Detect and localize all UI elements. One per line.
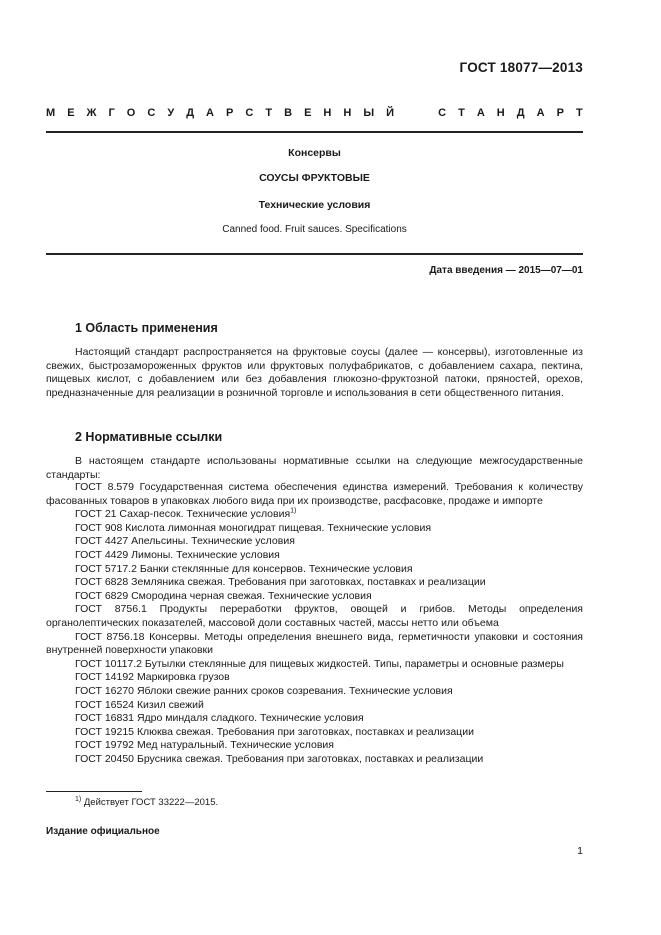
banner-word-gap (406, 107, 426, 119)
footnote-text: Действует ГОСТ 33222—2015. (81, 797, 219, 809)
banner-letter: В (284, 107, 293, 119)
reference-text: ГОСТ 4427 Апельсины. Технические условия (75, 535, 295, 548)
reference-item (46, 549, 583, 563)
reference-text: ГОСТ 8756.18 Консервы. Методы определения внешнего вида, герметичности упаковки и состояния внутренней поверхности упаковки (46, 630, 583, 657)
reference-text: ГОСТ 8.579 Государственная система обеспечения единства измерений. Требования к количеству фасованных товаров в упаковках любого вида при их производстве, расфасовке, продаже и импорте (46, 481, 583, 507)
reference-item (46, 726, 583, 740)
banner-letter: Т (265, 107, 273, 119)
banner-letter: Р (226, 107, 234, 119)
reference-text: ГОСТ 20450 Брусника свежая. Требования при заготовках, поставках и реализации (75, 752, 484, 765)
introduction-date: Дата введения — 2015—07—01 (429, 265, 583, 276)
banner-letter: Т (458, 107, 465, 119)
reference-text: ГОСТ 5717.2 Банки стеклянные для консервов. Технические условия (75, 562, 413, 575)
title-bottom-rule (46, 253, 583, 255)
reference-item (46, 535, 583, 549)
reference-text: ГОСТ 16524 Кизил свежий (75, 698, 204, 711)
title-main: СОУСЫ ФРУКТОВЫЕ (259, 172, 370, 184)
banner-letter: Е (304, 107, 312, 119)
banner-letter: М (46, 107, 56, 119)
reference-text: ГОСТ 908 Кислота лимонная моногидрат пищевая. Технические условия (75, 521, 432, 534)
section-2-intro-text: В настоящем стандарте использованы нормативные ссылки на следующие межгосударственные стандарты: (46, 455, 583, 481)
banner-letter: С (147, 107, 156, 119)
top-rule (46, 131, 583, 133)
banner-letter: С (438, 107, 447, 119)
reference-text: ГОСТ 21 Сахар-песок. Технические условия (75, 508, 291, 521)
reference-item (46, 522, 583, 536)
reference-item (46, 481, 583, 508)
reference-text: ГОСТ 14192 Маркировка грузов (75, 671, 230, 684)
reference-item (46, 563, 583, 577)
title-category: Консервы (288, 147, 341, 159)
page-number: 1 (577, 845, 583, 857)
banner-letter: Й (386, 107, 395, 119)
title-subtitle: Технические условия (258, 199, 371, 211)
banner-letter: Е (67, 107, 75, 119)
reference-text: ГОСТ 6828 Земляника свежая. Требования при заготовках, поставках и реализации (75, 576, 486, 589)
banner-letter: Р (556, 107, 564, 119)
interstate-standard-banner (46, 107, 583, 119)
banner-letter: У (167, 107, 175, 119)
reference-item (46, 576, 583, 590)
banner-letter: Д (516, 107, 525, 119)
reference-text: ГОСТ 6829 Смородина черная свежая. Технические условия (75, 589, 372, 602)
reference-item (46, 508, 583, 522)
banner-letter: А (536, 107, 545, 119)
reference-text: ГОСТ 16831 Ядро миндаля сладкого. Технические условия (75, 712, 364, 725)
reference-text: ГОСТ 19215 Клюква свежая. Требования при заготовках, поставках и реализации (75, 725, 474, 738)
reference-item (46, 685, 583, 699)
footnote-rule (46, 791, 142, 792)
banner-letter: Н (343, 107, 352, 119)
section-1-text (46, 346, 583, 400)
reference-item (46, 590, 583, 604)
normative-references-list (46, 481, 583, 766)
reference-text: ГОСТ 19792 Мед натуральный. Технические условия (75, 739, 334, 752)
reference-item (46, 699, 583, 713)
banner-letter: С (245, 107, 254, 119)
reference-text: ГОСТ 10117.2 Бутылки стеклянные для пищевых жидкостей. Типы, параметры и основные размеры (75, 657, 564, 670)
reference-item (46, 603, 583, 630)
reference-item (46, 631, 583, 658)
banner-letter: Г (108, 107, 115, 119)
reference-text: ГОСТ 8756.1 Продукты переработки фруктов, овощей и грибов. Методы определения органолептических показателей, массовой доли составных частей, массы нетто или объема (46, 603, 583, 629)
document-code: ГОСТ 18077—2013 (459, 60, 583, 75)
section-2-heading: 2 Нормативные ссылки (75, 430, 223, 444)
reference-item (46, 671, 583, 685)
section-1-paragraph: Настоящий стандарт распространяется на фруктовые соусы (далее — консервы), изготовленные из свежих, быстрозамороженных фруктов или фруктовых полуфабрикатов, с добавлением сахара, пектина, пищевых кислот, с добавлением или без добавления глюкозно-фруктозной патоки, пряностей, орехов, предназначенные для реализации в розничной торговле и использования в сети общественного питания. (46, 346, 583, 399)
banner-letter: Ж (86, 107, 97, 119)
title-english: Canned food. Fruit sauces. Specifications (222, 224, 407, 235)
banner-letter: О (126, 107, 136, 119)
section-2-intro (46, 455, 583, 482)
banner-letter: А (206, 107, 214, 119)
reference-text: ГОСТ 4429 Лимоны. Технические условия (75, 548, 280, 561)
reference-item (46, 712, 583, 726)
reference-item (46, 658, 583, 672)
official-edition-label: Издание официальное (46, 826, 160, 837)
footnote-mark: 1) (75, 796, 82, 803)
banner-letter: Н (496, 107, 505, 119)
banner-letter: Н (323, 107, 332, 119)
section-1-heading: 1 Область применения (75, 321, 218, 335)
reference-item (46, 739, 583, 753)
banner-letter: Д (186, 107, 195, 119)
banner-letter: А (476, 107, 485, 119)
banner-letter: Ы (363, 107, 375, 119)
footnote (75, 796, 218, 808)
footnote-reference-mark: 1) (290, 507, 297, 515)
banner-letter: Т (575, 107, 583, 119)
reference-item (46, 753, 583, 767)
reference-text: ГОСТ 16270 Яблоки свежие ранних сроков созревания. Технические условия (75, 684, 453, 697)
